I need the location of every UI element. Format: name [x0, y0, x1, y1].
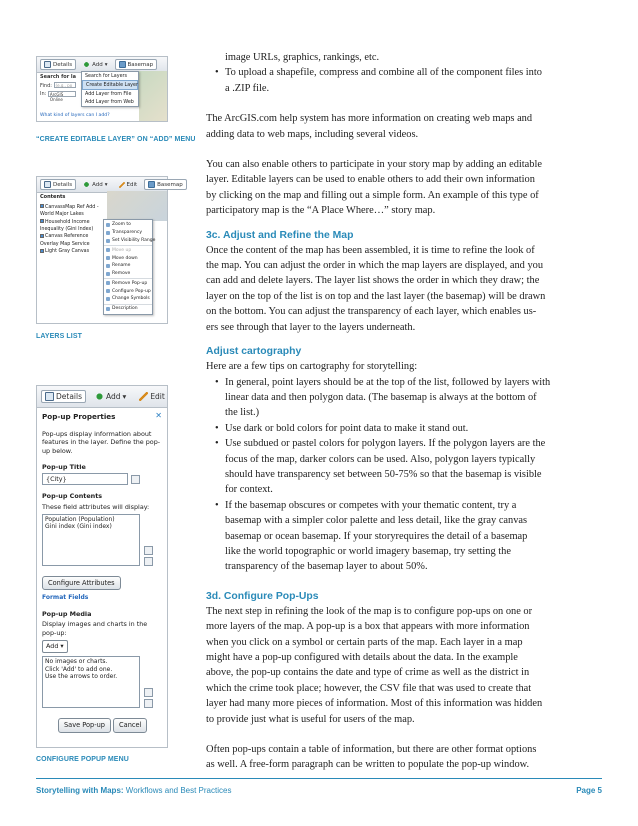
arrow-up-icon[interactable]	[144, 546, 153, 555]
contents-desc: These field attributes will display:	[42, 502, 150, 511]
title-label: Pop-up Title	[42, 462, 86, 471]
bullet-continuation: image URLs, graphics, rankings, etc.	[225, 52, 380, 63]
menu-item-remove-popup[interactable]: Remove Pop-up	[104, 278, 152, 287]
section-heading-3c: 3c. Adjust and Refine the Map	[206, 229, 354, 241]
basemap-icon	[148, 181, 155, 188]
edit-icon	[139, 392, 148, 401]
save-popup-button[interactable]: Save Pop-up	[58, 718, 111, 733]
edit-button[interactable]: Edit	[135, 390, 169, 403]
details-icon	[44, 181, 51, 188]
paragraph: The next step in refining the look of the map is to configure pop-ups on one or more layers of the map. A pop-up is a box that appears with more information when you click on a symbol or certain parts of the map. Each layer in a map might have a pop-up configured with details about the data. In the example above, the pop-up contains the date and type of crime as well as the district in which the crime took place; however, the CSV file that was used to create that layer had many more pieces of information. Most of this information was hidden to provide just what is useful for users of the map.	[206, 605, 543, 725]
list-item: Population (Population)	[45, 515, 115, 523]
menu-item-visibility-range[interactable]: Set Visibility Range	[104, 237, 152, 245]
add-menu	[81, 71, 139, 107]
details-button[interactable]: Details	[40, 179, 76, 190]
edit-icon	[119, 182, 125, 188]
details-button[interactable]: Details	[40, 59, 76, 70]
menu-item-configure-popup[interactable]: Configure Pop-up	[104, 287, 152, 295]
contents-label: Pop-up Contents	[42, 492, 103, 501]
add-button[interactable]: Add ▾	[79, 59, 111, 70]
format-fields-link[interactable]: Format Fields	[42, 594, 89, 602]
close-icon[interactable]: ✕	[155, 411, 162, 420]
configure-attributes-button[interactable]: Configure Attributes	[42, 576, 121, 591]
basemap-button[interactable]: Basemap	[144, 179, 187, 190]
list-item: • If the basemap obscures or competes with your thematic content, try a basemap with a simpler color palette and less detail, like the gray canvas basemap or ocean basemap. If your storyrequires the detail of a basemap like the world topographic or world imagery basemap, try setting the transparency of the basemap layer to about 50%.	[206, 498, 602, 575]
field-list[interactable]	[42, 514, 140, 566]
add-icon	[83, 181, 90, 188]
media-label: Pop-up Media	[42, 609, 92, 618]
section-heading-3d: 3d. Configure Pop-Ups	[206, 590, 319, 602]
paragraph: Here are a few tips on cartography for storytelling:	[206, 361, 418, 373]
menu-item-move-up[interactable]: Move up	[104, 245, 152, 254]
paragraph: The ArcGIS.com help system has more information on creating web maps and adding data to web maps, including several videos.	[206, 113, 533, 140]
list-item: Gini index (Gini index)	[45, 522, 112, 530]
add-media-dropdown[interactable]: Add ▾	[42, 640, 68, 653]
help-link[interactable]: What kind of layers can I add?	[40, 113, 110, 118]
paragraph: Often pop-ups contain a table of information, but there are other format options as well. A free-form paragraph can be written to populate the pop-up window.	[206, 744, 537, 771]
toolbar	[37, 386, 167, 408]
basemap-button[interactable]: Basemap	[115, 59, 158, 70]
in-label: In:	[40, 91, 47, 97]
figure2-caption: LAYERS LIST	[36, 333, 82, 340]
contents-panel	[37, 191, 107, 323]
intro-text: Pop-ups display information about features in the layer. Define the pop-up below.	[42, 429, 161, 455]
page-footer	[36, 778, 602, 798]
layer-context-menu	[103, 219, 156, 315]
contents-heading: Contents	[40, 194, 66, 200]
details-icon	[44, 61, 51, 68]
menu-item-add-from-file[interactable]: Add Layer from File	[85, 91, 132, 97]
checkbox-icon	[40, 204, 44, 208]
popup-properties-panel	[37, 408, 167, 747]
arrow-down-icon[interactable]	[144, 557, 153, 566]
layer-item[interactable]: Canvas Reference Overlay Map Service	[40, 234, 90, 247]
cancel-button[interactable]: Cancel	[113, 718, 147, 733]
find-input[interactable]: (e.g., po	[54, 82, 76, 88]
body-text	[206, 50, 602, 773]
checkbox-icon	[40, 234, 44, 238]
media-list[interactable]: No images or charts. Click 'Add' to add one. Use the arrows to order.	[42, 656, 140, 708]
basemap-icon	[119, 61, 126, 68]
menu-item-description[interactable]: Description	[104, 304, 152, 313]
figure1-caption: “CREATE EDITABLE LAYER” ON “ADD” MENU	[36, 136, 196, 143]
in-select[interactable]: ArcGIS Online	[48, 91, 76, 97]
list-item: • Use subdued or pastel colors for polygon layers. If the polygon layers are the focus of the map, darker colors can be used. Also, polygon layers typically should have transparency set between 50-75% so that the basemap is visible for context.	[206, 436, 602, 498]
add-icon	[83, 61, 90, 68]
details-button[interactable]: Details	[41, 390, 86, 403]
edit-button[interactable]: Edit	[115, 180, 142, 190]
layer-item[interactable]: Household Income Inequality (Gini Index)	[40, 219, 94, 233]
menu-item-create-editable-layer[interactable]: Create Editable Layer	[82, 80, 138, 90]
menu-item-transparency[interactable]: Transparency	[104, 229, 152, 237]
checkbox-icon	[40, 249, 44, 253]
menu-item-add-from-web[interactable]: Add Layer from Web	[85, 99, 134, 105]
footer-title: Storytelling with Maps: Workflows and Best Practices	[36, 786, 232, 795]
arrow-down-icon[interactable]	[144, 699, 153, 708]
list-item: • Use dark or bold colors for point data to make it stand out.	[206, 421, 602, 436]
layer-item[interactable]: CanvassMap Ref Add - World Major Lakes	[40, 204, 99, 218]
menu-item-rename[interactable]: Rename	[104, 262, 152, 270]
figure-layers-list	[36, 176, 183, 324]
list-item: • In general, point layers should be at the top of the list, followed by layers with linear data and then polygon data. (The basemap is always at the bottom of the list.)	[206, 375, 602, 421]
panel-title: Pop-up Properties	[42, 412, 116, 421]
subheading-cartography: Adjust cartography	[206, 346, 302, 358]
menu-item-search-layers[interactable]: Search for Layers	[85, 73, 127, 79]
search-heading: Search for la	[40, 74, 77, 80]
checkbox-icon	[40, 219, 44, 223]
add-icon	[95, 392, 104, 401]
title-input[interactable]: {City}	[42, 473, 128, 485]
figure-configure-popup	[36, 385, 168, 748]
menu-item-change-symbols[interactable]: Change Symbols	[104, 295, 152, 303]
find-label: Find:	[40, 82, 52, 89]
menu-item-zoom-to[interactable]: Zoom to	[104, 221, 152, 229]
paragraph: Once the content of the map has been assembled, it is time to refine the look of the map. You can adjust the order in which the map layers are displayed, and you can add and delete layers. The layer list shows the order in which they draw; the layer on the top of the list is on top and the last layer (the basemap) will be drawn on the bottom. You can adjust the transparency of each layer, which enables us- ers see through that layer to the layers underneath.	[206, 244, 546, 333]
paragraph: You can also enable others to participate in your story map by adding an editable layer. Editable layers can be used to enable others to add their own information by clicking on the map and filling out a simple form. An example of this type of participatory map is the “A Place Where…” story map.	[206, 159, 542, 217]
details-icon	[45, 392, 54, 401]
map-preview	[139, 71, 167, 121]
list-item: • To upload a shapefile, compress and combine all of the component files into a .ZIP file.	[206, 65, 602, 96]
figure-create-editable-layer	[36, 56, 168, 122]
page-number: Page 5	[576, 786, 602, 795]
layer-item[interactable]: Light Gray Canvas	[40, 248, 104, 255]
arrow-up-icon[interactable]	[144, 688, 153, 697]
media-desc: Display images and charts in the pop-up:	[42, 620, 148, 637]
add-button[interactable]: Add ▾	[79, 179, 111, 190]
menu-item-move-down[interactable]: Move down	[104, 254, 152, 262]
map-preview	[107, 191, 167, 221]
insert-field-icon[interactable]	[131, 475, 140, 484]
add-button[interactable]: Add ▾	[91, 390, 130, 403]
figure3-caption: CONFIGURE POPUP MENU	[36, 756, 129, 763]
menu-item-remove[interactable]: Remove	[104, 270, 152, 278]
tips-list	[206, 375, 602, 575]
